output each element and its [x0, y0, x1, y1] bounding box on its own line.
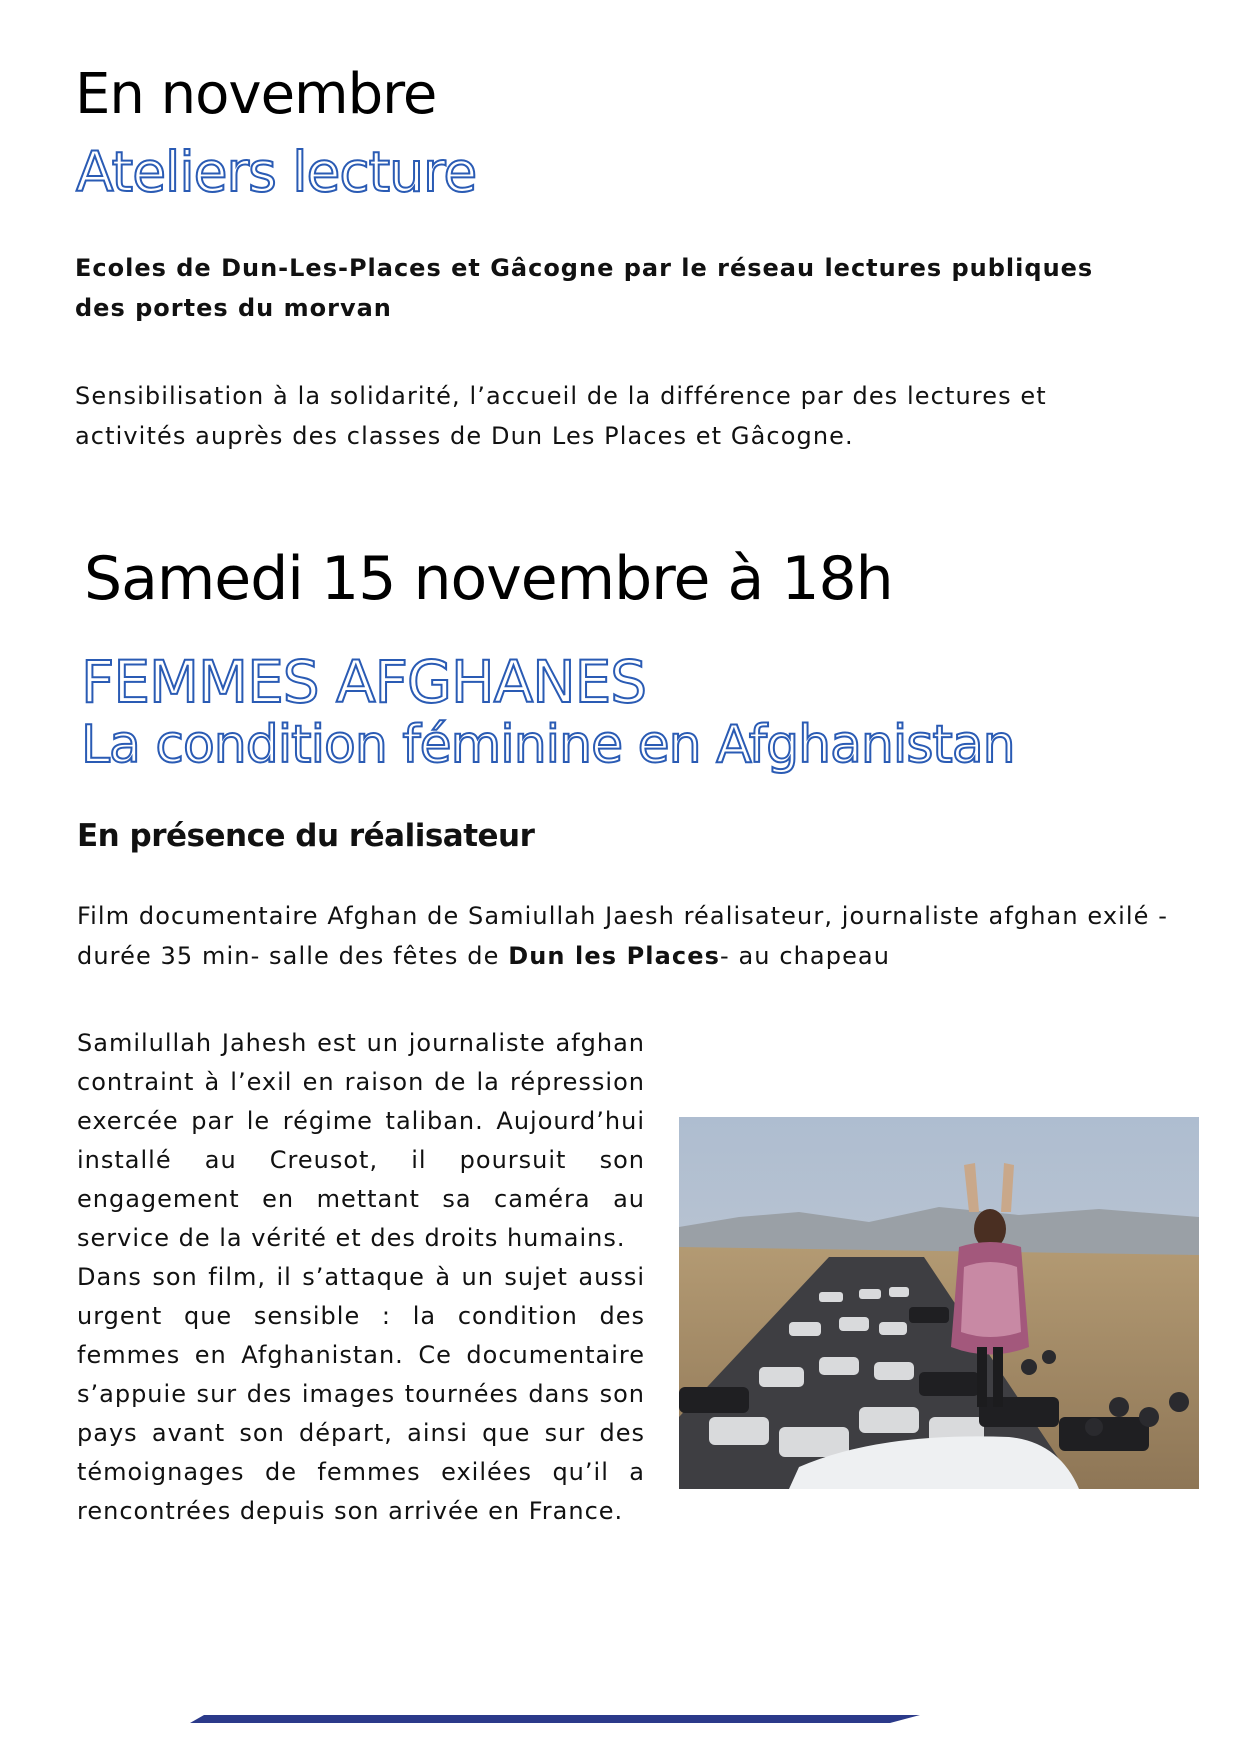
event-date-title: Samedi 15 novembre à 18h: [84, 544, 893, 614]
director-bio-column: [77, 1024, 645, 1531]
presence-heading: En présence du réalisateur: [77, 818, 535, 854]
section-subtitle-ateliers-lecture: Ateliers lecture: [76, 140, 477, 204]
event-title-femmes-afghanes: FEMMES AFGHANES: [81, 648, 647, 716]
footer-decorative-bar: [190, 1715, 920, 1727]
ateliers-description-text: Sensibilisation à la solidarité, l’accueil de la différence par des lectures et activités auprès des classes de Dun Les Places et Gâcogne.: [75, 382, 1047, 450]
director-bio-paragraph-2: Dans son film, il s’attaque à un sujet aussi urgent que sensible : la condition des femmes en Afghanistan. Ce documentaire s’appuie sur des images tournées dans son pays avant son départ, ainsi que sur des témoignages de femmes exilées qu’il a rencontrées depuis son arrivée en France.: [77, 1263, 645, 1525]
film-info-text-part1: Film documentaire Afghan de Samiullah Jaesh réalisateur, journaliste afghan exilé - durée 35 min- salle des fêtes de: [77, 902, 1169, 970]
film-info-text-part2: - au chapeau: [719, 942, 891, 970]
film-info-location: Dun les Places: [508, 942, 720, 970]
director-bio-paragraph-1: Samilullah Jahesh est un journaliste afghan contraint à l’exil en raison de la répression exercée par le régime taliban. Aujourd’hui installé au Creusot, il poursuit son engagement en mettant sa caméra au service de la vérité et des droits humains.: [77, 1029, 645, 1252]
section-title-en-novembre: En novembre: [75, 62, 437, 127]
ateliers-lead-text: Ecoles de Dun-Les-Places et Gâcogne par le réseau lectures publiques des portes du morvan: [75, 254, 1094, 322]
film-info-text: [77, 896, 1187, 976]
event-photo: [679, 1117, 1199, 1489]
event-subtitle-condition-feminine: La condition féminine en Afghanistan: [81, 715, 1015, 775]
